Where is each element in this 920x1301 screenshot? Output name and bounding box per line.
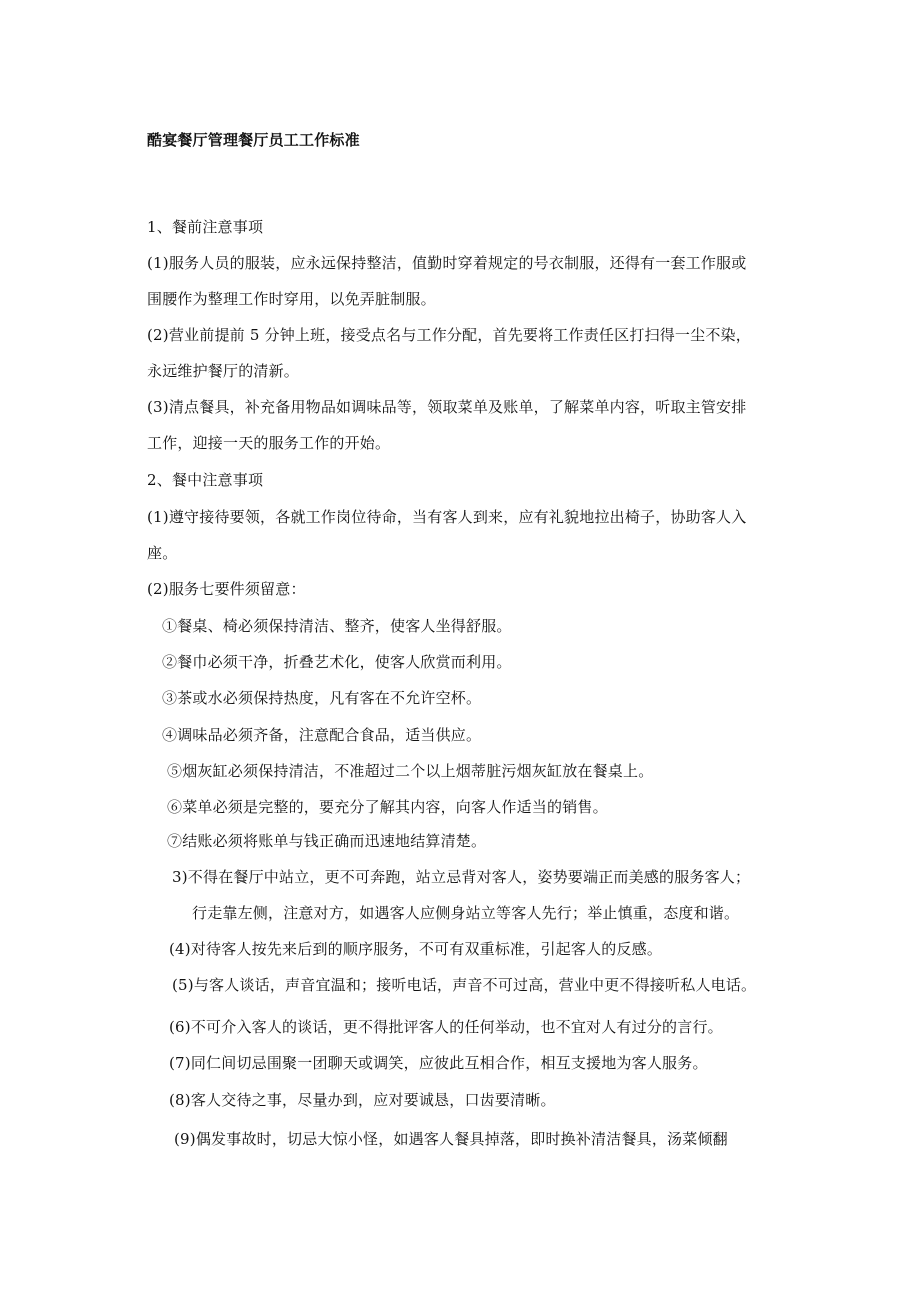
document-title: 酷宴餐厅管理餐厅员工工作标准 bbox=[147, 131, 360, 149]
text-line: (4)对待客人按先来后到的顺序服务，不可有双重标准，引起客人的反感。 bbox=[169, 940, 663, 958]
list-item: ⑦结账必须将账单与钱正确而迅速地结算清楚。 bbox=[167, 832, 487, 850]
text-line: 永远维护餐厅的清新。 bbox=[147, 362, 300, 380]
text-line: (8)客人交待之事，尽量办到，应对要诚恳，口齿要清晰。 bbox=[169, 1091, 556, 1109]
list-item: ③茶或水必须保持热度，凡有客在不允许空杯。 bbox=[162, 689, 482, 707]
text-line: (2)服务七要件须留意： bbox=[147, 580, 306, 598]
text-line: (3)清点餐具，补充备用物品如调味品等，领取菜单及账单，了解菜单内容，听取主管安排 bbox=[147, 398, 747, 416]
text-line: (1)遵守接待要领，各就工作岗位待命，当有客人到来，应有礼貌地拉出椅子，协助客人入 bbox=[147, 508, 747, 526]
list-item: ⑤烟灰缸必须保持清洁，不准超过二个以上烟蒂脏污烟灰缸放在餐桌上。 bbox=[167, 762, 654, 780]
list-item: ①餐桌、椅必须保持清洁、整齐，使客人坐得舒服。 bbox=[162, 617, 512, 635]
text-line: 行走靠左侧，注意对方，如遇客人应侧身站立等客人先行；举止慎重，态度和谐。 bbox=[192, 904, 740, 922]
text-line: (7)同仁间切忌围聚一团聊天或调笑，应彼此互相合作，相互支援地为客人服务。 bbox=[169, 1054, 708, 1072]
list-item: ④调味品必须齐备，注意配合食品，适当供应。 bbox=[162, 726, 482, 744]
text-line: 工作，迎接一天的服务工作的开始。 bbox=[147, 434, 391, 452]
text-line: (5)与客人谈话，声音宜温和；接听电话，声音不可过高，营业中更不得接听私人电话。 bbox=[172, 976, 757, 994]
text-line: (2)营业前提前 5 分钟上班，接受点名与工作分配，首先要将工作责任区打扫得一尘不染， bbox=[147, 326, 751, 344]
text-line: 围腰作为整理工作时穿用，以免弄脏制服。 bbox=[147, 290, 436, 308]
text-line: (6)不可介入客人的谈话，更不得批评客人的任何举动，也不宜对人有过分的言行。 bbox=[169, 1018, 723, 1036]
text-line: (9)偶发事故时，切忌大惊小怪，如遇客人餐具掉落，即时换补清洁餐具，汤菜倾翻 bbox=[174, 1130, 728, 1148]
section-heading-during-meal: 2、餐中注意事项 bbox=[147, 471, 264, 489]
text-line: (1)服务人员的服装，应永远保持整洁，值勤时穿着规定的号衣制服，还得有一套工作服或 bbox=[147, 254, 747, 272]
text-line: 3)不得在餐厅中站立，更不可奔跑，站立忌背对客人，姿势要端正而美感的服务客人； bbox=[172, 868, 751, 886]
text-line: 座。 bbox=[147, 544, 178, 562]
list-item: ②餐巾必须干净，折叠艺术化，使客人欣赏而利用。 bbox=[162, 653, 512, 671]
section-heading-pre-meal: 1、餐前注意事项 bbox=[147, 218, 264, 236]
list-item: ⑥菜单必须是完整的，要充分了解其内容，向客人作适当的销售。 bbox=[167, 798, 608, 816]
